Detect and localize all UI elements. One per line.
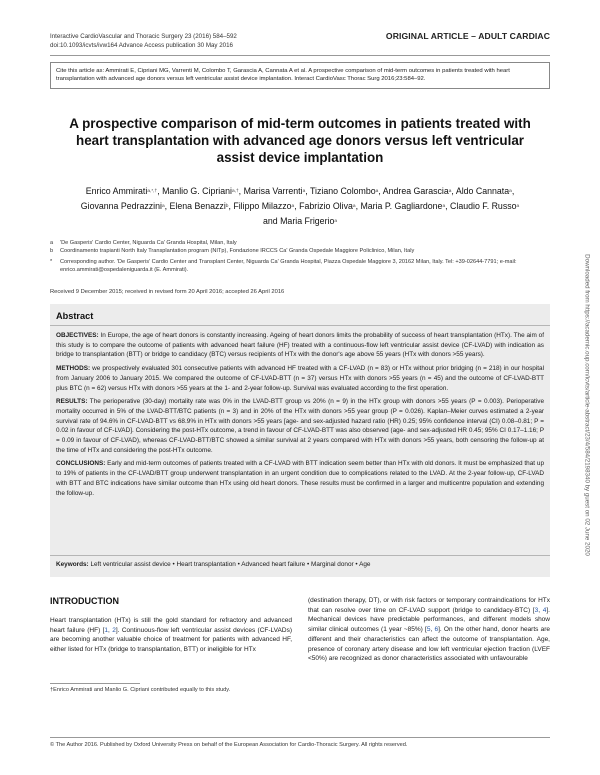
copyright: © The Author 2016. Published by Oxford University Press on behalf of the European Association for Cardio-Thoracic Surgery. All rights reserved. — [50, 742, 408, 748]
introduction-heading: INTRODUCTION — [50, 596, 119, 606]
author[interactable]: Fabrizio Oliva$^a$ — [299, 201, 356, 212]
abstract-heading: Abstract — [56, 311, 94, 321]
affiliations — [50, 240, 550, 274]
author-list: Enrico Ammirati$^{a,*,\dagger}$, Manlio G. Cipriani$^{a,\dagger}$, Marisa Varrenti$^a$, Tiziano Colombo$^a$, Andrea Garascia$^a$, Aldo Cannata$^a$, Giovanna Pedrazzini$^a$, Elena Benazzi$^b$, Filippo Milazzo$^a$, Fabrizio Oliva$^a$, Maria P. Gagliardone$^a$, Claudio F. Russo$^a$ and Maria Frigerio$^a$ — [80, 186, 520, 227]
keywords-divider — [50, 555, 550, 556]
author[interactable]: Manlio G. Cipriani$^{a,\dagger}$ — [162, 186, 239, 196]
reference-link[interactable]: 5 — [426, 626, 431, 634]
abstract-body — [56, 331, 544, 502]
right-column — [308, 596, 550, 664]
author[interactable]: Claudio F. Russo$^a$ — [450, 201, 520, 212]
author[interactable]: Marisa Varrenti$^a$ — [243, 186, 306, 196]
affiliation: b Coordinamento trapianti North Italy Transplantation program (NITp), Fondazione IRCCS Ca' Granda Ospedale Maggiore Policlinico, Milan, Italy — [50, 247, 415, 254]
footnote-divider — [50, 683, 140, 684]
footnote: †Enrico Ammirati and Manlio G. Cipriani contributed equally to this study. — [50, 687, 231, 693]
corresponding-author[interactable]: * Corresponding author. 'De Gasperis' Cardio Center and Transplant Center, Niguarda Ca' Granda Hospital, Piazza Ospedale Maggiore 3, 20162 Milan, Italy. Tel: +39-02644-7791; e-mail: enrico.ammirati@ospedaleniguarda.it (E. Ammirati). — [50, 259, 517, 273]
reference-link[interactable]: 3 — [534, 606, 539, 614]
journal-meta — [50, 33, 310, 50]
journal-citation-line: Interactive CardioVascular and Thoracic Surgery 23 (2016) 584–592 — [50, 33, 237, 40]
author[interactable]: Andrea Garascia$^a$ — [382, 186, 452, 196]
introduction-paragraph-continued: (destination therapy, DT), or with risk factors or temporary contraindications for HTx that can resolve over time on CF-LVAD support (bridge to candidacy-BTC) [3, 4]. Mechanical devices have predictable performances, and different models show similar clinical outcomes (1 year ~85%) [5, 6]. On the other hand, donor hearts are different and their characteristics can affect the outcome of transplantation. Age, presence of coronary artery disease and low left ventricular ejection fraction (LVEF <50%) are recognized as donor characteristics associated with unfavourable — [308, 597, 550, 663]
header-divider — [50, 55, 550, 56]
footer-divider — [50, 737, 550, 738]
author[interactable]: Elena Benazzi$^b$ — [169, 201, 229, 212]
received-dates: Received 9 December 2015; received in revised form 20 April 2016; accepted 26 April 2016 — [50, 289, 285, 295]
introduction-paragraph: Heart transplantation (HTx) is still the gold standard for refractory and advanced heart failure (HF) [1, 2]. Continuous-flow left ventricular assist devices (CF-LVADs) are becoming another valuable choice of treatment for patients with advanced HF, either listed for HTx (bridge to transplantation, BTT) or ineligible for HTx — [50, 617, 292, 654]
abstract-divider — [50, 325, 550, 326]
reference-link[interactable]: 1 — [104, 626, 109, 634]
abstract-results: RESULTS: The perioperative (30-day) mortality rate was 0% in the LVAD-BTT group vs 20% (n = 9) in the HTx group with donors >55 years (P = 0.003). Perioperative mortality occurred in 5% of the LVAD-BTT/BTC patients (n = 3) and in 20% of the HTx with donors >55 year group (P = 0.026). Kaplan–Meier curves estimated a 2-year survival rate of 94.6% in CF-LVAD-BTT vs 68.9% in HTx with donors >55 years [age- and sex-adjusted hazard ratio (HR) 0.25; 95% confidence interval (CI) 0.08–0.81; P = 0.02 in favour of CF-LVAD]. Considering the post-HTx outcome, a trend in favour of CF-LVAD-BTT was also observed (age- and sex-adjusted HR 0.45; 95% CI 0.17–1.16; P = 0.09 in favour of CF-LVAD), whereas CF-LVAD-BTT/BTC showed a similar survival at 2 years compared with HTx with donors >55 years, both censoring the follow-up at the time of HTx and considering the post-HTx outcome. — [56, 398, 544, 454]
author[interactable]: Aldo Cannata$^a$ — [455, 186, 512, 196]
reference-link[interactable]: 2 — [112, 626, 116, 634]
author[interactable]: Tiziano Colombo$^a$ — [309, 186, 379, 196]
reference-link[interactable]: 6 — [434, 626, 439, 634]
author[interactable]: Enrico Ammirati$^{a,*,\dagger}$ — [85, 186, 158, 196]
keywords: Keywords: Left ventricular assist device • Heart transplantation • Advanced heart failure • Marginal donor • Age — [56, 561, 371, 568]
reference-link[interactable]: 4 — [542, 606, 547, 614]
left-column — [50, 596, 292, 655]
abstract-conclusions: CONCLUSIONS: Early and mid-term outcomes of patients treated with a CF-LVAD with BTT indication seem better than HTx with old donors. It must be emphasized that up to 19% of patients in the CF-LVAD/BTT group underwent transplantation in an urgent condition due to complications related to the LVAD. At the 2-year follow-up, CF-LVAD with BTT and BTC indications have similar outcome than HTx using old heart donors. These results must be confirmed in a larger and multicentre population and extending the follow-up. — [56, 460, 544, 497]
author[interactable]: Maria P. Gagliardone$^a$ — [360, 201, 446, 212]
article-title: A prospective comparison of mid-term outcomes in patients treated with heart transplantation with advanced age donors versus left ventricular assist device implantation — [69, 116, 531, 165]
affiliation: a 'De Gasperis' Cardio Center, Niguarda Ca' Granda Hospital, Milan, Italy — [50, 240, 237, 246]
abstract-box — [50, 304, 550, 577]
author[interactable]: Giovanna Pedrazzini$^a$ — [80, 201, 165, 212]
cite-box: Cite this article as: Ammirati E, Cipriani MG, Varrenti M, Colombo T, Garascia A, Cannata A et al. A prospective comparison of mid-term outcomes in patients treated with heart transplantation with advanced age donors versus left ventricular assist device implantation. Interact CardioVasc Thorac Surg 2016;23:584–92. — [50, 62, 550, 89]
section-label: ORIGINAL ARTICLE – ADULT CARDIAC — [385, 31, 550, 41]
author[interactable]: Maria Frigerio$^a$ — [280, 216, 338, 227]
author[interactable]: Filippo Milazzo$^a$ — [233, 201, 295, 212]
doi-line: doi:10.1093/icvts/ivw164 Advance Access publication 30 May 2016 — [50, 41, 233, 49]
abstract-objectives: OBJECTIVES: In Europe, the age of heart donors is constantly increasing. Ageing of heart donors limits the probability of success of heart transplantation (HTx). The aim of this study is to compare the outcome of patients with advanced heart failure (HF) treated with a continuous-flow left ventricular assist device (CF-LVAD) with indication as bridge to transplantation (BTT) or bridge to candidacy (BTC) versus recipients of HTx with the donor's age above 55 years (HTx with donors >55 years). — [56, 332, 544, 359]
abstract-methods: METHODS: we prospectively evaluated 301 consecutive patients with advanced HF treated with a CF-LVAD (n = 83) or HTx without prior bridging (n = 218) in our hospital from January 2006 to January 2015. We compared the outcome of CF-LVAD-BTT (n = 37) versus HTx with donors >55 years (n = 45) and the outcome of CF-LVAD-BTT plus BTC (n = 62) versus HTx with donors >55 years at the 1- and 2-year follow-up. Survival was evaluated according to the first operation. — [56, 365, 544, 392]
download-watermark: Downloaded from https://academic.oup.com/icvts/article-abstract/23/4/584/2198340 by guest on 02 June 2020 — [583, 254, 590, 556]
